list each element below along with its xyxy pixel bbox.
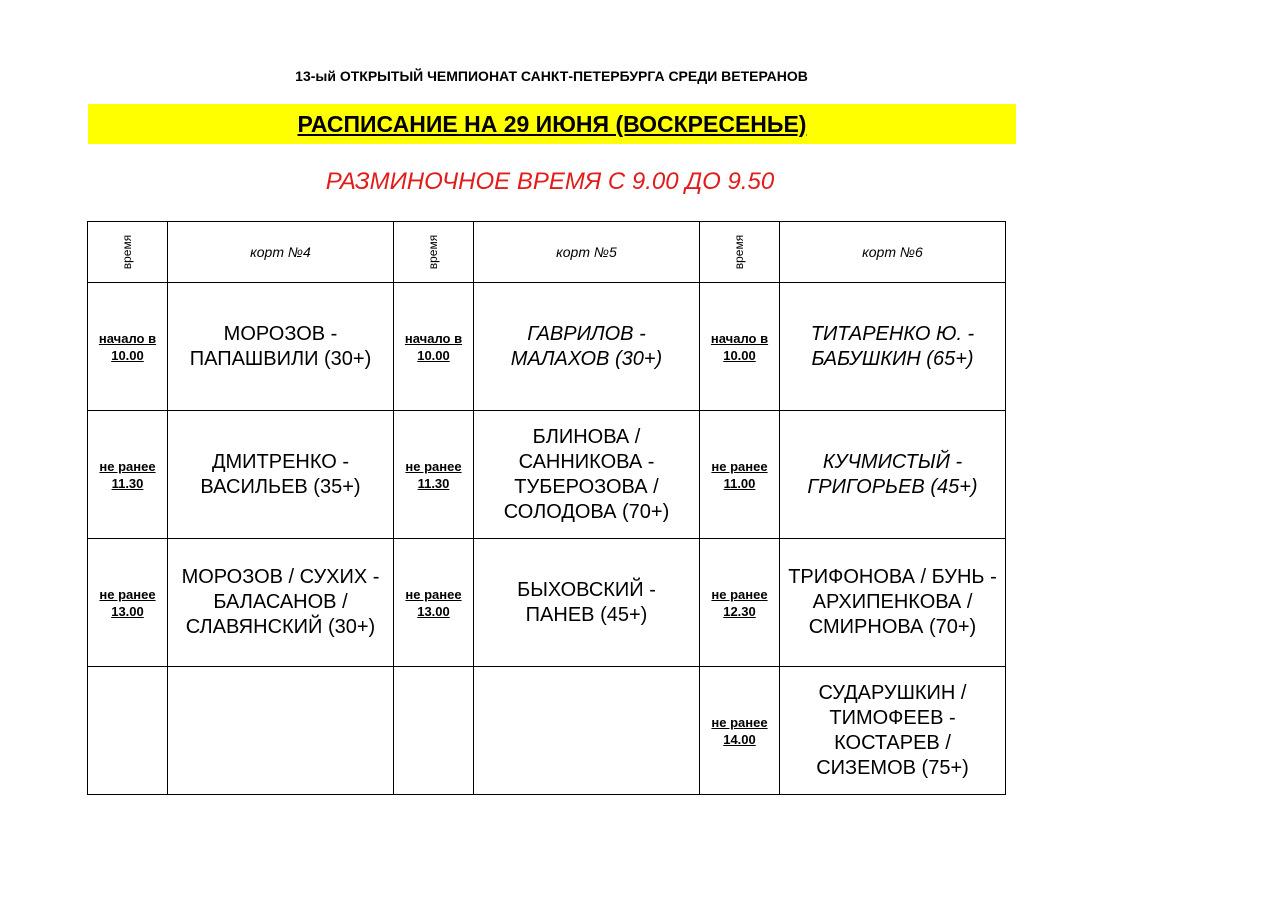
match-line: СЛАВЯНСКИЙ (30+) bbox=[185, 616, 376, 638]
start-time-court-5 bbox=[394, 411, 474, 539]
start-time-court-6 bbox=[700, 283, 780, 411]
match-line: СИЗЕМОВ (75+) bbox=[816, 756, 969, 779]
start-time-court-6 bbox=[700, 667, 780, 795]
schedule-title: РАСПИСАНИЕ НА 29 ИЮНЯ (ВОСКРЕСЕНЬЕ) bbox=[297, 110, 807, 137]
schedule-title-band bbox=[88, 104, 1016, 144]
match-line: ГАВРИЛОВ - bbox=[527, 322, 646, 345]
match-court-6 bbox=[780, 283, 1006, 411]
start-time-line: не ранее bbox=[405, 458, 462, 474]
time-header-court-4: время bbox=[88, 222, 168, 283]
match-court-4 bbox=[168, 667, 394, 795]
start-time-line: не ранее bbox=[711, 714, 768, 730]
match-line: ТИМОФЕЕВ - bbox=[829, 706, 956, 729]
time-header-court-6: время bbox=[700, 222, 780, 283]
match-line: ПАПАШВИЛИ (30+) bbox=[189, 347, 372, 370]
match-line: СОЛОДОВА (70+) bbox=[503, 500, 670, 523]
start-time-line: 14.00 bbox=[723, 731, 756, 747]
match-line: БАБУШКИН (65+) bbox=[811, 347, 974, 370]
start-time-court-4 bbox=[88, 667, 168, 795]
match-court-4 bbox=[168, 411, 394, 539]
match-court-6 bbox=[780, 411, 1006, 539]
start-time-line: 13.00 bbox=[111, 603, 144, 619]
match-line: МОРОЗОВ - bbox=[223, 322, 338, 345]
match-court-6 bbox=[780, 667, 1006, 795]
start-time-line: начало в bbox=[404, 330, 463, 346]
start-time-court-4 bbox=[88, 411, 168, 539]
schedule-row bbox=[88, 411, 1006, 539]
schedule-row bbox=[88, 283, 1006, 411]
match-court-5 bbox=[474, 667, 700, 795]
start-time-court-4 bbox=[88, 283, 168, 411]
match-line: КУЧМИСТЫЙ - bbox=[822, 450, 963, 473]
match-line: СМИРНОВА (70+) bbox=[808, 616, 977, 638]
match-line: ТРИФОНОВА / БУНЬ - bbox=[788, 566, 997, 588]
start-time-line: начало в bbox=[710, 330, 769, 346]
match-line: БАЛАСАНОВ / bbox=[213, 591, 348, 613]
warmup-time-note: РАЗМИНОЧНОЕ ВРЕМЯ С 9.00 ДО 9.50 bbox=[325, 168, 775, 195]
match-court-5 bbox=[474, 411, 700, 539]
match-line: ДМИТРЕНКО - bbox=[211, 450, 350, 473]
match-court-5 bbox=[474, 539, 700, 667]
match-court-4 bbox=[168, 539, 394, 667]
start-time-line: 11.30 bbox=[111, 475, 144, 491]
start-time-line: не ранее bbox=[711, 586, 768, 602]
start-time-line: 10.00 bbox=[417, 347, 450, 363]
start-time-line: 10.00 bbox=[111, 347, 144, 363]
start-time-line: не ранее bbox=[405, 586, 462, 602]
time-header-court-5: время bbox=[394, 222, 474, 283]
match-line: САННИКОВА - bbox=[518, 450, 655, 473]
start-time-line: 13.00 bbox=[417, 603, 450, 619]
match-court-5 bbox=[474, 283, 700, 411]
start-time-court-5 bbox=[394, 283, 474, 411]
match-court-4 bbox=[168, 283, 394, 411]
championship-title: 13-ый ОТКРЫТЫЙ ЧЕМПИОНАТ САНКТ-ПЕТЕРБУРГА СРЕДИ ВЕТЕРАНОВ bbox=[295, 68, 808, 84]
match-line: БЫХОВСКИЙ - bbox=[517, 578, 656, 601]
start-time-court-6 bbox=[700, 411, 780, 539]
start-time-line: 12.30 bbox=[723, 603, 756, 619]
header-row bbox=[88, 222, 1006, 283]
match-line: БЛИНОВА / bbox=[532, 425, 641, 448]
start-time-court-5 bbox=[394, 539, 474, 667]
start-time-line: 11.30 bbox=[417, 475, 450, 491]
start-time-line: не ранее bbox=[711, 458, 768, 474]
match-court-6 bbox=[780, 539, 1006, 667]
schedule-table bbox=[87, 221, 1006, 795]
match-line: МАЛАХОВ (30+) bbox=[510, 347, 663, 370]
schedule-row bbox=[88, 539, 1006, 667]
court-6-header: корт №6 bbox=[780, 222, 1006, 283]
match-line: ГРИГОРЬЕВ (45+) bbox=[807, 475, 978, 498]
match-line: КОСТАРЕВ / bbox=[834, 731, 951, 754]
start-time-court-5 bbox=[394, 667, 474, 795]
court-5-header: корт №5 bbox=[474, 222, 700, 283]
match-line: ТИТАРЕНКО Ю. - bbox=[810, 322, 975, 345]
start-time-line: не ранее bbox=[99, 458, 156, 474]
match-line: МОРОЗОВ / СУХИХ - bbox=[181, 566, 380, 588]
start-time-line: начало в bbox=[98, 330, 157, 346]
match-line: СУДАРУШКИН / bbox=[818, 681, 967, 704]
match-line: АРХИПЕНКОВА / bbox=[812, 591, 973, 613]
start-time-court-6 bbox=[700, 539, 780, 667]
match-line: ТУБЕРОЗОВА / bbox=[514, 475, 659, 498]
schedule-row bbox=[88, 667, 1006, 795]
match-line: ВАСИЛЬЕВ (35+) bbox=[200, 475, 361, 498]
match-line: ПАНЕВ (45+) bbox=[525, 603, 648, 626]
court-4-header: корт №4 bbox=[168, 222, 394, 283]
start-time-court-4 bbox=[88, 539, 168, 667]
start-time-line: не ранее bbox=[99, 586, 156, 602]
start-time-line: 10.00 bbox=[723, 347, 756, 363]
start-time-line: 11.00 bbox=[723, 475, 756, 491]
